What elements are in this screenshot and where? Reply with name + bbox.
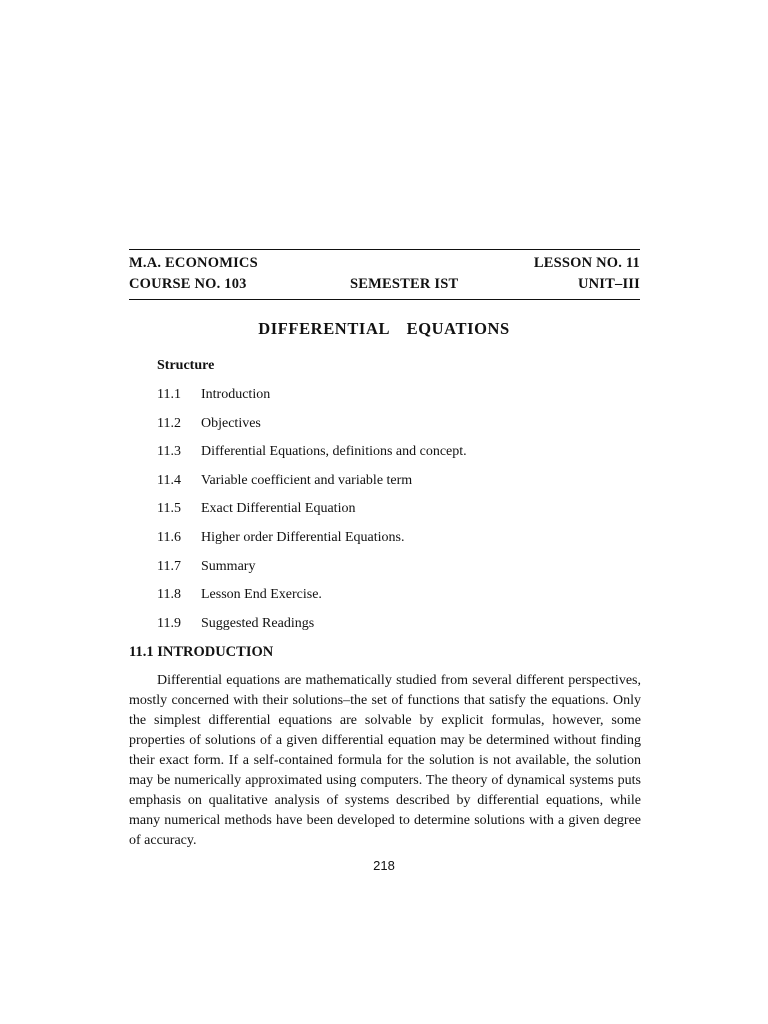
structure-item	[157, 386, 467, 415]
structure-item-number: 11.1	[157, 387, 181, 402]
structure-item-number: 11.2	[157, 415, 181, 431]
structure-item-label: Higher order Differential Equations.	[201, 529, 405, 545]
introduction-paragraph: Differential equations are mathematically studied from several different perspectives, mostly concerned with their solutions–the set of functions that satisfy the equations. Only the simplest differential equations are solvable by explicit formulas, however, some properties of solutions of a given differential equation may be determined without finding their exact form. If a self-contained formula for the solution is not available, the solution may be numerically approximated using computers. The theory of dynamical systems puts emphasis on qualitative analysis of systems described by differential equations, while many numerical methods have been developed to determine solutions with a given degree of accuracy.	[129, 673, 641, 848]
structure-item	[157, 472, 467, 501]
page-number: 218	[373, 858, 395, 873]
section-heading-introduction: 11.1 INTRODUCTION	[129, 644, 274, 660]
structure-item	[157, 415, 467, 444]
header-row-program	[129, 255, 640, 276]
structure-item-number: 11.7	[157, 558, 181, 574]
page-title: DIFFERENTIAL EQUATIONS	[258, 319, 510, 338]
structure-item-label: Objectives	[201, 415, 261, 431]
structure-item	[157, 443, 467, 472]
structure-list	[157, 386, 467, 643]
structure-item-number: 11.8	[157, 587, 181, 603]
structure-item-label: Lesson End Exercise.	[201, 587, 322, 603]
lesson-number: LESSON NO. 11	[533, 255, 640, 271]
semester: SEMESTER IST	[350, 276, 459, 292]
header-top-rule	[129, 249, 640, 250]
structure-item	[157, 529, 467, 558]
structure-item	[157, 500, 467, 529]
structure-heading: Structure	[157, 358, 215, 373]
header-row-course	[129, 276, 640, 297]
structure-item	[157, 586, 467, 615]
lesson-header	[129, 249, 640, 300]
structure-item-number: 11.3	[157, 444, 181, 460]
course-number: COURSE NO. 103	[129, 276, 247, 292]
structure-item-number: 11.6	[157, 529, 181, 545]
program-name: M.A. ECONOMICS	[129, 255, 258, 271]
structure-item	[157, 615, 467, 644]
unit-number: UNIT–III	[577, 276, 640, 292]
structure-item-number: 11.4	[157, 472, 181, 488]
structure-item-label: Introduction	[201, 387, 271, 402]
structure-item-label: Exact Differential Equation	[201, 501, 356, 517]
structure-item-number: 11.9	[157, 615, 181, 631]
structure-item-label: Variable coefficient and variable term	[201, 472, 413, 488]
structure-item-number: 11.5	[157, 501, 181, 517]
structure-item-label: Suggested Readings	[201, 615, 315, 631]
header-bottom-rule	[129, 299, 640, 300]
structure-item-label: Differential Equations, definitions and concept.	[201, 444, 467, 460]
structure-item	[157, 558, 467, 587]
structure-item-label: Summary	[201, 558, 256, 574]
